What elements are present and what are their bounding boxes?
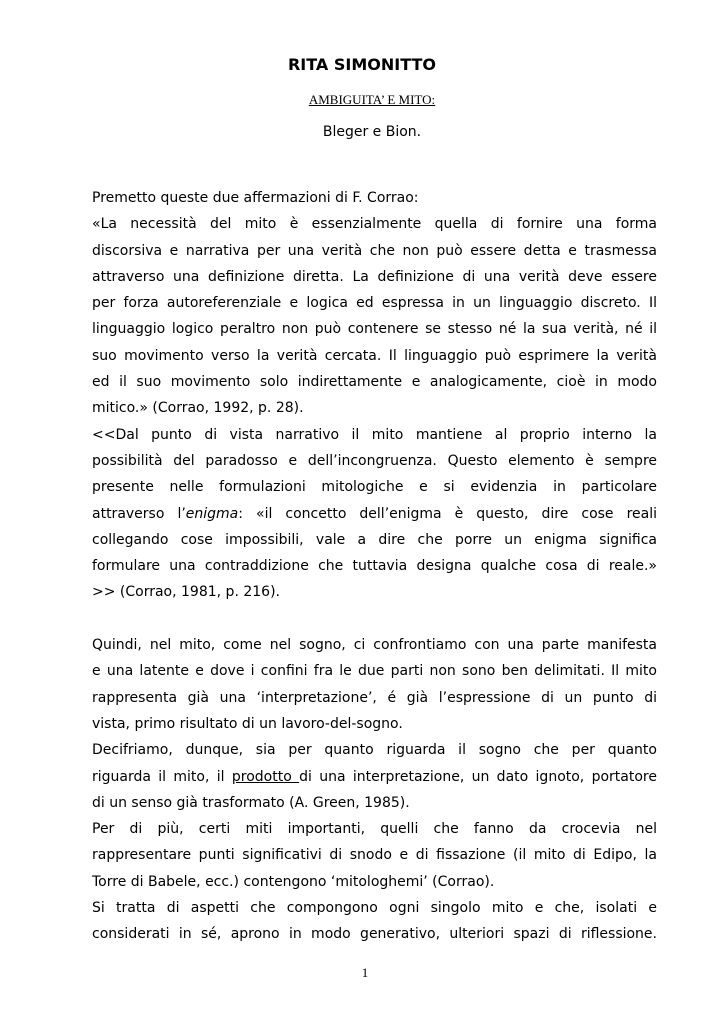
text-line: di un senso già trasformato (A. Green, 1985).: [92, 794, 410, 811]
text-line: linguaggio logico peraltro non può contenere se stesso né la sua verità, né il: [92, 321, 657, 338]
italic-word: enigma: [185, 505, 239, 522]
text-line: vista, primo risultato di un lavoro-del-sogno.: [92, 715, 403, 732]
document-subtitle: Bleger e Bion.: [322, 124, 422, 140]
text-line: >> (Corrao, 1981, p. 216).: [92, 584, 280, 601]
text-line: possibilità del paradosso e dell’incongruenza. Questo elemento è sempre: [92, 452, 657, 469]
text-fragment: attraverso l’: [92, 505, 186, 522]
text-line: rappresentare punti significativi di snodo e di fissazione (il mito di Edipo, la: [92, 847, 657, 864]
paragraph-gap: [92, 606, 657, 632]
text-line: [92, 501, 657, 527]
text-line: mitico.» (Corrao, 1992, p. 28).: [92, 400, 304, 417]
text-line: «La necessità del mito è essenzialmente quella di fornire una forma: [92, 216, 657, 233]
text-line: discorsiva e narrativa per una verità che non può essere detta e trasmessa: [92, 242, 657, 259]
text-fragment: : «il concetto dell’enigma è questo, dire cose reali: [238, 505, 657, 522]
author-name: RITA SIMONITTO: [287, 55, 437, 74]
text-line: ed il suo movimento solo indirettamente e analogicamente, cioè in modo: [92, 374, 657, 391]
text-line: Decifriamo, dunque, sia per quanto riguarda il sogno che per quanto: [92, 742, 657, 759]
text-line: Per di più, certi miti importanti, quelli che fanno da crocevia nel: [92, 821, 657, 838]
text-line: Si tratta di aspetti che compongono ogni singolo mito e che, isolati e: [92, 900, 657, 917]
text-fragment: riguarda il mito, il: [92, 768, 232, 785]
text-line: rappresenta già una ‘interpretazione’, é già l’espressione di un punto di: [92, 689, 657, 706]
document-title: AMBIGUITA’ E MITO:: [308, 92, 436, 107]
text-line: suo movimento verso la verità cercata. Il linguaggio può esprimere la verità: [92, 347, 657, 364]
text-line: collegando cose impossibili, vale a dire che porre un enigma significa: [92, 531, 657, 548]
text-line: <<Dal punto di vista narrativo il mito mantiene al proprio interno la: [92, 426, 657, 443]
text-fragment: di una interpretazione, un dato ignoto, portatore: [299, 768, 657, 785]
underlined-word: prodotto: [231, 768, 300, 785]
text-line: presente nelle formulazioni mitologiche e si evidenzia in particolare: [92, 479, 657, 496]
text-line: [92, 764, 657, 790]
text-line: Torre di Babele, ecc.) contengono ‘mitologhemi’ (Corrao).: [92, 873, 495, 890]
text-line: formulare una contraddizione che tuttavia designa qualche cosa di reale.»: [92, 558, 657, 575]
text-line: Quindi, nel mito, come nel sogno, ci confrontiamo con una parte manifesta: [92, 637, 657, 654]
text-line: attraverso una definizione diretta. La definizione di una verità deve essere: [92, 268, 657, 285]
text-line: per forza autoreferenziale e logica ed espressa in un linguaggio discreto. Il: [92, 295, 657, 312]
text-line: e una latente e dove i confini fra le due parti non sono ben delimitati. Il mito: [92, 663, 657, 680]
text-line: considerati in sé, aprono in modo generativo, ulteriori spazi di riflessione.: [92, 926, 657, 943]
text-line: Premetto queste due affermazioni di F. Corrao:: [92, 190, 419, 206]
page-number: 1: [361, 965, 369, 980]
body-text: [92, 185, 657, 948]
